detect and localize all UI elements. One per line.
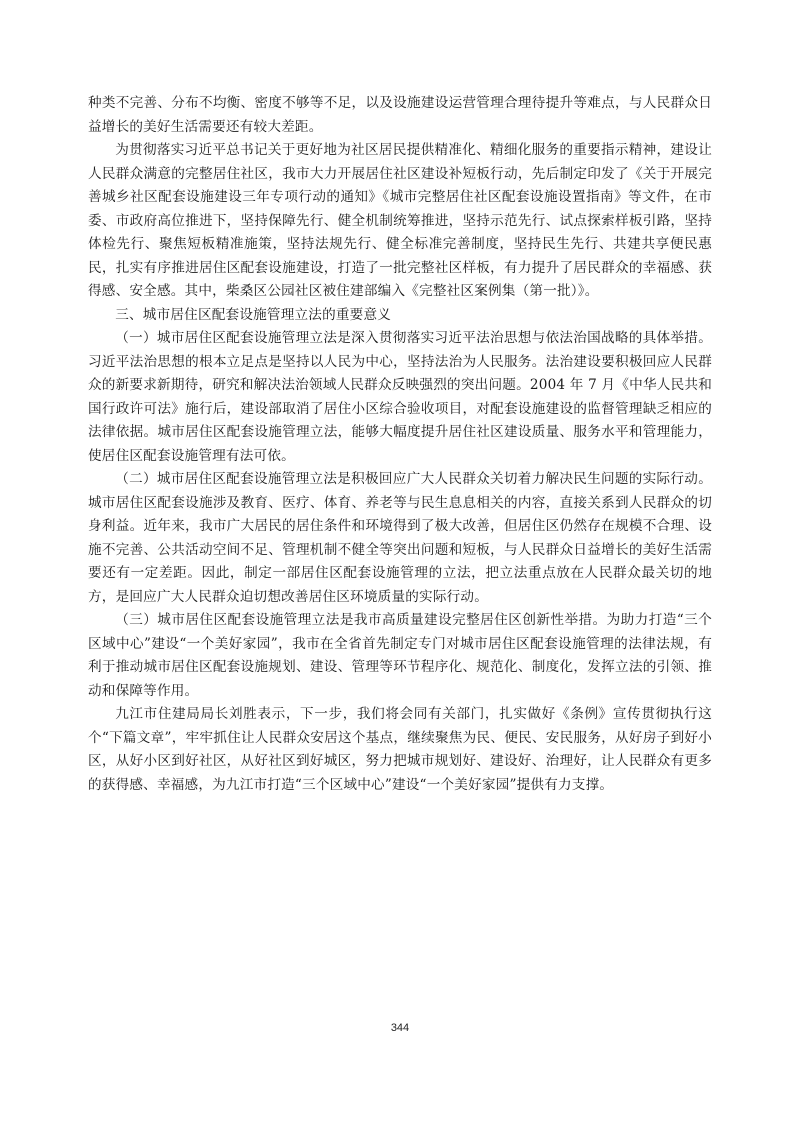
paragraph-community-building: 为贯彻落实习近平总书记关于更好地为社区居民提供精准化、精细化服务的重要指示精神，建设让人民群众满意的完整居住社区，我市大力开展居住社区建设补短板行动，先后制定印发了《关于开展完善城乡社区配套设施建设三年专项行动的通知》《城市完整居住社区配套设施设置指南》等文件，在市委、市政府高位推进下，坚持保障先行、健全机制统筹推进，坚持示范先行、试点探索样板引路，坚持体检先行、聚焦短板精准施策，坚持法规先行、健全标准完善制度，坚持民生先行、共建共享便民惠民，扎实有序推进居住区配套设施建设，打造了一批完整社区样板，有力提升了居民群众的幸福感、获得感、安全感。其中，柴桑区公园社区被住建部编入《完整社区案例集（第一批）》。 [88,142,712,299]
page-number: 344 [390,1022,410,1034]
paragraph-point-two: （二）城市居住区配套设施管理立法是积极回应广大人民群众关切着力解决民生问题的实际行动。城市居住区配套设施涉及教育、医疗、体育、养老等与民生息息相关的内容，直接关系到人民群众的切身利益。近年来，我市广大居民的居住条件和环境得到了极大改善，但居住区仍然存在规模不合理、设施不完善、公共活动空间不足、管理机制不健全等突出问题和短板，与人民群众日益增长的美好生活需要还有一定差距。因此，制定一部居住区配套设施管理的立法，把立法重点放在人民群众最关切的地方，是回应广大人民群众迫切想改善居住区环境质量的实际行动。 [88,471,712,605]
paragraph-continued-text: 种类不完善、分布不均衡、密度不够等不足，以及设施建设运营管理合理待提升等难点，与人民群众日益增长的美好生活需要还有较大差距。 [88,95,712,135]
paragraph-point-one: （一）城市居住区配套设施管理立法是深入贯彻落实习近平法治思想与依法治国战略的具体举措。习近平法治思想的根本立足点是坚持以人民为中心，坚持法治为人民服务。法治建设要积极回应人民群众的新要求新期待，研究和解决法治领域人民群众反映强烈的突出问题。2004 年 7 月《中华人民共和国行政许可法》施行后，建设部取消了居住小区综合验收项目，对配套设施建设的监督管理缺乏相应的法律依据。城市居住区配套设施管理立法，能够大幅度提升居住社区建设质量、服务水平和管理能力，使居住区配套设施管理有法可依。 [88,330,712,464]
section-heading-legislation-significance: 三、城市居住区配套设施管理立法的重要意义 [115,306,392,323]
paragraph-point-three: （三）城市居住区配套设施管理立法是我市高质量建设完整居住区创新性举措。为助力打造“三个区域中心”建设“一个美好家园”，我市在全省首先制定专门对城市居住区配套设施管理的法律法规，有利于推动城市居住区配套设施规划、建设、管理等环节程序化、规范化、制度化，发挥立法的引领、推动和保障等作用。 [88,612,712,699]
document-page [88,92,712,797]
paragraph-director-statement: 九江市住建局局长刘胜表示，下一步，我们将会同有关部门，扎实做好《条例》宣传贯彻执行这个“下篇文章”，牢牢抓住让人民群众安居这个基点，继续聚焦为民、便民、安民服务，从好房子到好小区，从好小区到好社区，从好社区到好城区，努力把城市规划好、建设好、治理好，让人民群众有更多的获得感、幸福感，为九江市打造“三个区域中心”建设“一个美好家园”提供有力支撑。 [88,706,712,793]
